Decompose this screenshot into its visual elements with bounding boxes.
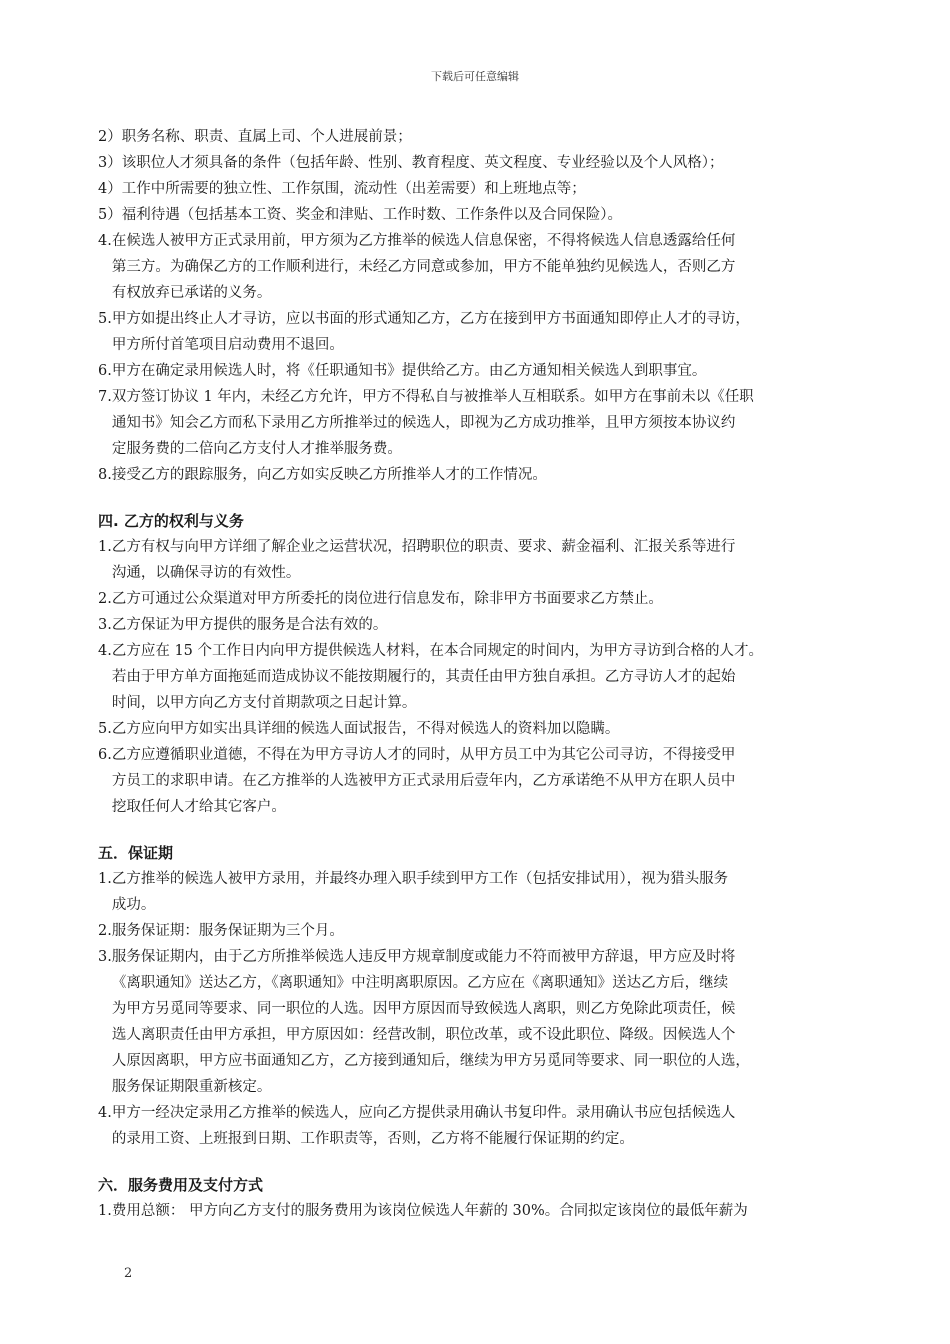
list-item: [98, 638, 858, 716]
intro-line: 3）该职位人才须具备的条件（包括年龄、性别、教育程度、英文程度、专业经验以及个人风格）；: [98, 155, 724, 171]
item-number: 1.: [98, 539, 112, 555]
item-number: 4.: [98, 233, 112, 249]
list-item: [98, 586, 858, 612]
item-number: 4.: [98, 1105, 112, 1121]
item-line: 的录用工资、上班报到日期、工作职责等，否则，乙方将不能履行保证期的约定。: [111, 1131, 634, 1147]
item-line: 乙方推举的候选人被甲方录用，并最终办理入职手续到甲方工作（包括安排试用），视为猎头服务: [111, 871, 729, 887]
section-heading: 六．服务费用及支付方式: [98, 1176, 264, 1194]
item-line: 乙方应遵循职业道德，不得在为甲方寻访人才的同时，从甲方员工中为其它公司寻访，不得接受甲: [111, 747, 736, 763]
item-line: 甲方在确定录用候选人时，将《任职通知书》提供给乙方。由乙方通知相关候选人到职事宜。: [111, 363, 707, 379]
item-line: 第三方。为确保乙方的工作顺利进行，未经乙方同意或参加，甲方不能单独约见候选人，否则乙方: [111, 259, 736, 275]
item-line: 服务保证期限重新核定。: [111, 1079, 272, 1095]
item-line: 双方签订协议 1 年内，未经乙方允许，甲方不得私自与被推举人互相联系。如甲方在事前未以《任职: [111, 389, 754, 405]
item-line: 有权放弃已承诺的义务。: [111, 285, 272, 301]
section-heading: 四. 乙方的权利与义务: [98, 512, 244, 530]
item-line: 乙方保证为甲方提供的服务是合法有效的。: [111, 617, 388, 633]
list-item: [98, 716, 858, 742]
item-line: 通知书》知会乙方而私下录用乙方所推举过的候选人，即视为乙方成功推举，且甲方须按本协议约: [111, 415, 736, 431]
item-number: 8.: [98, 467, 112, 483]
item-number: 3.: [98, 617, 112, 633]
item-number: 2.: [98, 591, 112, 607]
item-line: 在候选人被甲方正式录用前，甲方须为乙方推举的候选人信息保密，不得将候选人信息透露给任何: [111, 233, 736, 249]
item-line: 人原因离职，甲方应书面通知乙方，乙方接到通知后，继续为甲方另觅同等要求、同一职位的人选，: [111, 1053, 750, 1069]
list-item: [98, 462, 858, 488]
item-line: 沟通，以确保寻访的有效性。: [111, 565, 301, 581]
item-line: 费用总额： 甲方向乙方支付的服务费用为该岗位候选人年薪的 30%。合同拟定该岗位的最低年薪为: [111, 1203, 748, 1219]
header-note: 下载后可任意编辑: [431, 70, 519, 83]
intro-line: 2）职务名称、职责、直属上司、个人进展前景；: [98, 129, 412, 145]
item-line: 时间，以甲方向乙方支付首期款项之日起计算。: [111, 695, 417, 711]
list-item: [98, 358, 858, 384]
item-line: 选人离职责任由甲方承担，甲方原因如：经营改制，职位改革，或不设此职位、降级。因候选人个: [111, 1027, 736, 1043]
intro-line: 4）工作中所需要的独立性、工作氛围，流动性（出差需要）和上班地点等；: [98, 181, 586, 197]
list-item: [98, 1100, 858, 1152]
item-number: 4.: [98, 643, 112, 659]
item-line: 若由于甲方单方面拖延而造成协议不能按期履行的，其责任由甲方独自承担。乙方寻访人才的起始: [111, 669, 736, 685]
list-item: [98, 612, 858, 638]
item-line: 乙方有权与向甲方详细了解企业之运营状况，招聘职位的职责、要求、薪金福利、汇报关系等进行: [111, 539, 736, 555]
item-line: 挖取任何人才给其它客户。: [111, 799, 286, 815]
list-item: [98, 1198, 858, 1224]
item-line: 甲方一经决定录用乙方推举的候选人，应向乙方提供录用确认书复印件。录用确认书应包括候选人: [111, 1105, 736, 1121]
item-number: 1.: [98, 871, 112, 887]
list-item: [98, 742, 858, 820]
item-number: 6.: [98, 747, 112, 763]
item-number: 5.: [98, 311, 112, 327]
list-item: [98, 866, 858, 918]
item-line: 定服务费的二倍向乙方支付人才推举服务费。: [111, 441, 402, 457]
list-item: [98, 384, 858, 462]
intro-line: 5）福利待遇（包括基本工资、奖金和津贴、工作时数、工作条件以及合同保险）。: [98, 207, 622, 223]
item-line: 甲方如提出终止人才寻访，应以书面的形式通知乙方，乙方在接到甲方书面通知即停止人才的寻访，: [111, 311, 750, 327]
page-number: 2: [124, 1266, 133, 1281]
item-number: 6.: [98, 363, 112, 379]
item-number: 5.: [98, 721, 112, 737]
section-heading: 五．保证期: [98, 844, 174, 862]
item-line: 乙方应向甲方如实出具详细的候选人面试报告，不得对候选人的资料加以隐瞒。: [111, 721, 620, 737]
item-line: 成功。: [111, 897, 156, 913]
list-item: [98, 944, 858, 1100]
item-line: 甲方所付首笔项目启动费用不退回。: [111, 337, 344, 353]
list-item: [98, 918, 858, 944]
item-number: 2.: [98, 923, 112, 939]
list-item: [98, 306, 858, 358]
document-body: [98, 124, 858, 1224]
item-number: 1.: [98, 1203, 112, 1219]
item-number: 3.: [98, 949, 112, 965]
item-line: 接受乙方的跟踪服务，向乙方如实反映乙方所推举人才的工作情况。: [111, 467, 547, 483]
list-item: [98, 228, 858, 306]
item-line: 乙方应在 15 个工作日内向甲方提供候选人材料，在本合同规定的时间内，为甲方寻访到合格的人才。: [111, 643, 764, 659]
item-line: 为甲方另觅同等要求、同一职位的人选。因甲方原因而导致候选人离职，则乙方免除此项责任，候: [111, 1001, 736, 1017]
item-number: 7.: [98, 389, 112, 405]
item-line: 《离职通知》送达乙方，《离职通知》中注明离职原因。乙方应在《离职通知》送达乙方后，继续: [111, 975, 729, 991]
item-line: 服务保证期内，由于乙方所推举候选人违反甲方规章制度或能力不符而被甲方辞退，甲方应及时将: [111, 949, 736, 965]
list-item: [98, 534, 858, 586]
item-line: 服务保证期：服务保证期为三个月。: [111, 923, 344, 939]
item-line: 乙方可通过公众渠道对甲方所委托的岗位进行信息发布，除非甲方书面要求乙方禁止。: [111, 591, 663, 607]
item-line: 方员工的求职申请。在乙方推举的人选被甲方正式录用后壹年内，乙方承诺绝不从甲方在职人员中: [111, 773, 736, 789]
